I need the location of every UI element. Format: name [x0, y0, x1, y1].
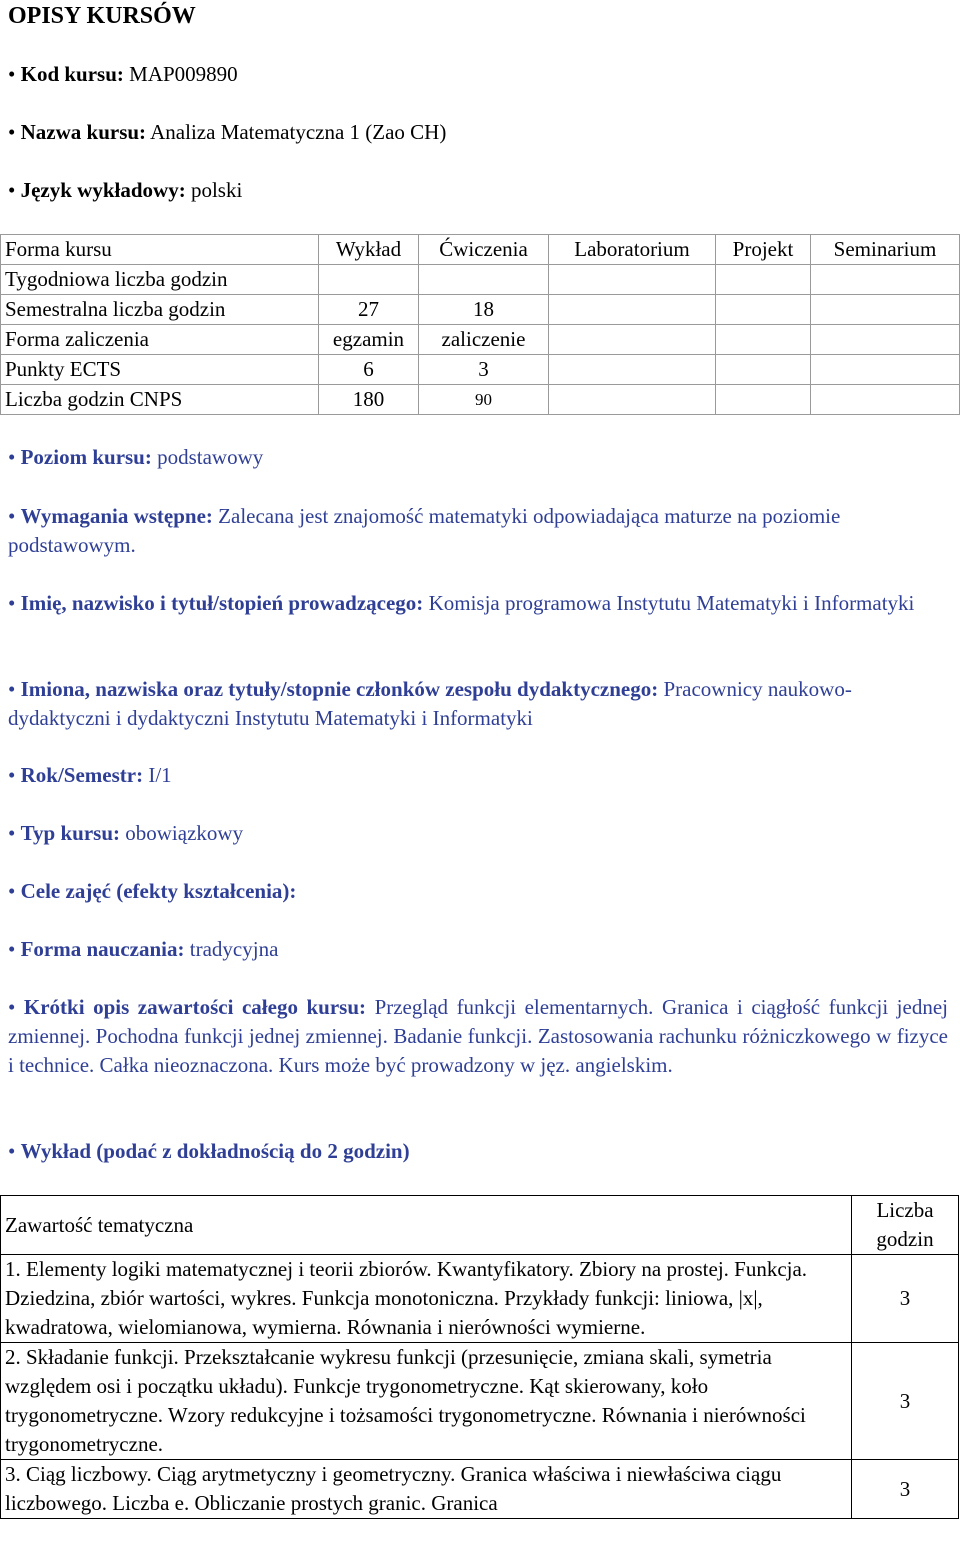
topic-row	[1, 1343, 959, 1460]
lecture-topics-table	[0, 1195, 959, 1519]
info-table-header: Forma kursu	[1, 235, 319, 265]
info-table-header: Projekt	[716, 235, 811, 265]
info-table-cell	[549, 355, 716, 385]
course-lecturer: • Imię, nazwisko i tytuł/stopień prowadzącego: Komisja programowa Instytutu Matematyki i Informatyki	[8, 591, 915, 615]
info-table-cell	[716, 325, 811, 355]
info-table-row	[1, 295, 960, 325]
info-table-row	[1, 265, 960, 295]
info-table-cell	[716, 265, 811, 295]
topic-row	[1, 1460, 959, 1519]
info-table-row	[1, 355, 960, 385]
info-table-cell	[549, 265, 716, 295]
lecturer-value: Komisja programowa Instytutu Matematyki i Informatyki	[428, 591, 915, 615]
lecturer-label: Imię, nazwisko i tytuł/stopień prowadzącego:	[20, 591, 424, 615]
info-table-cell: 18	[419, 295, 549, 325]
info-table-cell	[549, 295, 716, 325]
info-table-cell	[716, 385, 811, 415]
topic-row	[1, 1255, 959, 1343]
course-language-value: polski	[190, 178, 243, 202]
info-table-cell	[549, 325, 716, 355]
info-table-row	[1, 385, 960, 415]
info-table-cell: Forma zaliczenia	[1, 325, 319, 355]
info-table-cell	[811, 265, 960, 295]
course-level: • Poziom kursu: podstawowy	[8, 445, 264, 469]
course-code-label: Kod kursu:	[20, 62, 124, 86]
lecture-heading: • Wykład (podać z dokładnością do 2 godzin)	[8, 1139, 410, 1163]
topic-hours: 3	[852, 1460, 959, 1519]
objectives-label: Cele zajęć (efekty kształcenia):	[20, 879, 297, 903]
topic-hours: 3	[852, 1343, 959, 1460]
course-type: • Typ kursu: obowiązkowy	[8, 821, 244, 845]
topic-content: 2. Składanie funkcji. Przekształcanie wykresu funkcji (przesunięcie, zmiana skali, symetria względem osi i początku układu). Funkcje trygonometryczne. Kąt skierowany, koło trygonometryczne. Wzory redukcyjne i tożsamości trygonometryczne. Równania i nierówności trygonometryczne.	[1, 1343, 852, 1460]
year-semester-value: I/1	[148, 763, 172, 787]
course-info-table	[0, 234, 960, 415]
teaching-form-value: tradycyjna	[189, 937, 279, 961]
info-table-cell	[811, 295, 960, 325]
topic-hours: 3	[852, 1255, 959, 1343]
team-label: Imiona, nazwiska oraz tytuły/stopnie członków zespołu dydaktycznego:	[20, 677, 659, 701]
info-table-cell	[811, 385, 960, 415]
team-value: Pracownicy naukowo-dydaktyczni i dydaktyczni Instytutu Matematyki i Informatyki	[8, 677, 852, 730]
info-table-cell: 27	[319, 295, 419, 325]
info-table-cell	[419, 265, 549, 295]
course-code-value: MAP009890	[129, 62, 238, 86]
year-semester-label: Rok/Semestr:	[20, 763, 144, 787]
topics-header-hours-line1: Liczba	[876, 1198, 934, 1222]
info-table-cell: Liczba godzin CNPS	[1, 385, 319, 415]
info-table-cell	[811, 325, 960, 355]
course-code: • Kod kursu: MAP009890	[8, 62, 238, 86]
info-table-cell	[716, 355, 811, 385]
page-title: OPISY KURSÓW	[8, 3, 196, 29]
teaching-form: • Forma nauczania: tradycyjna	[8, 937, 279, 961]
course-language: • Język wykładowy: polski	[8, 178, 243, 202]
course-level-label: Poziom kursu:	[20, 445, 152, 469]
course-language-label: Język wykładowy:	[20, 178, 186, 202]
topics-header-hours-line2: godzin	[876, 1227, 934, 1251]
teaching-form-label: Forma nauczania:	[20, 937, 185, 961]
topic-content: 3. Ciąg liczbowy. Ciąg arytmetyczny i geometryczny. Granica właściwa i niewłaściwa ciągu liczbowego. Liczba e. Obliczanie prostych granic. Granica	[1, 1460, 852, 1519]
info-table-cell: Semestralna liczba godzin	[1, 295, 319, 325]
course-year-semester: • Rok/Semestr: I/1	[8, 763, 172, 787]
info-table-row	[1, 325, 960, 355]
info-table-header: Ćwiczenia	[419, 235, 549, 265]
info-table-cell: Punkty ECTS	[1, 355, 319, 385]
info-table-cell: 6	[319, 355, 419, 385]
course-team: • Imiona, nazwiska oraz tytuły/stopnie członków zespołu dydaktycznego: Pracownicy naukowo-dydaktyczni i dydaktyczni Instytutu Matematyki i Informatyki	[8, 677, 852, 730]
course-name-value: Analiza Matematyczna 1 (Zao CH)	[150, 120, 447, 144]
info-table-cell: Tygodniowa liczba godzin	[1, 265, 319, 295]
summary-label: Krótki opis zawartości całego kursu:	[23, 995, 367, 1019]
info-table-cell	[549, 385, 716, 415]
course-summary: • Krótki opis zawartości całego kursu: Przegląd funkcji elementarnych. Granica i ciągłość funkcji jednej zmiennej. Pochodna funkcji jednej zmiennej. Badanie funkcji. Zastosowania rachunku różniczkowego w fizyce i technice. Całka nieoznaczona. Kurs może być prowadzony w jęz. angielskim.	[8, 995, 948, 1077]
info-table-cell: egzamin	[319, 325, 419, 355]
course-objectives: • Cele zajęć (efekty kształcenia):	[8, 879, 297, 903]
summary-value: Przegląd funkcji elementarnych. Granica i ciągłość funkcji jednej zmiennej. Pochodna funkcji jednej zmiennej. Badanie funkcji. Zastosowania rachunku różniczkowego w fizyce i technice. Całka nieoznaczona. Kurs może być prowadzony w jęz. angielskim.	[8, 995, 948, 1077]
course-level-value: podstawowy	[157, 445, 264, 469]
info-table-header: Seminarium	[811, 235, 960, 265]
info-table-cell: 90	[419, 385, 549, 415]
info-table-cell	[811, 355, 960, 385]
info-table-cell: 180	[319, 385, 419, 415]
info-table-header-row	[1, 235, 960, 265]
course-type-value: obowiązkowy	[125, 821, 244, 845]
lecture-heading-text: Wykład (podać z dokładnością do 2 godzin)	[20, 1139, 410, 1163]
topics-header-hours	[852, 1196, 959, 1255]
prerequisites-value: Zalecana jest znajomość matematyki odpowiadająca maturze na poziomie podstawowym.	[8, 504, 841, 557]
info-table-header: Wykład	[319, 235, 419, 265]
info-table-cell	[716, 295, 811, 325]
topics-header-content: Zawartość tematyczna	[1, 1196, 852, 1255]
info-table-cell: zaliczenie	[419, 325, 549, 355]
course-prerequisites: • Wymagania wstępne: Zalecana jest znajomość matematyki odpowiadająca maturze na poziomie podstawowym.	[8, 504, 841, 557]
course-name: • Nazwa kursu: Analiza Matematyczna 1 (Zao CH)	[8, 120, 447, 144]
topic-content: 1. Elementy logiki matematycznej i teorii zbiorów. Kwantyfikatory. Zbiory na prostej. Funkcja. Dziedzina, zbiór wartości, wykres. Funkcja monotoniczna. Przykłady funkcji: liniowa, |x|, kwadratowa, wielomianowa, wymierna. Równania i nierówności wymierne.	[1, 1255, 852, 1343]
info-table-cell	[319, 265, 419, 295]
course-type-label: Typ kursu:	[20, 821, 121, 845]
topics-header-row	[1, 1196, 959, 1255]
info-table-cell: 3	[419, 355, 549, 385]
info-table-header: Laboratorium	[549, 235, 716, 265]
course-name-label: Nazwa kursu:	[20, 120, 147, 144]
prerequisites-label: Wymagania wstępne:	[20, 504, 213, 528]
